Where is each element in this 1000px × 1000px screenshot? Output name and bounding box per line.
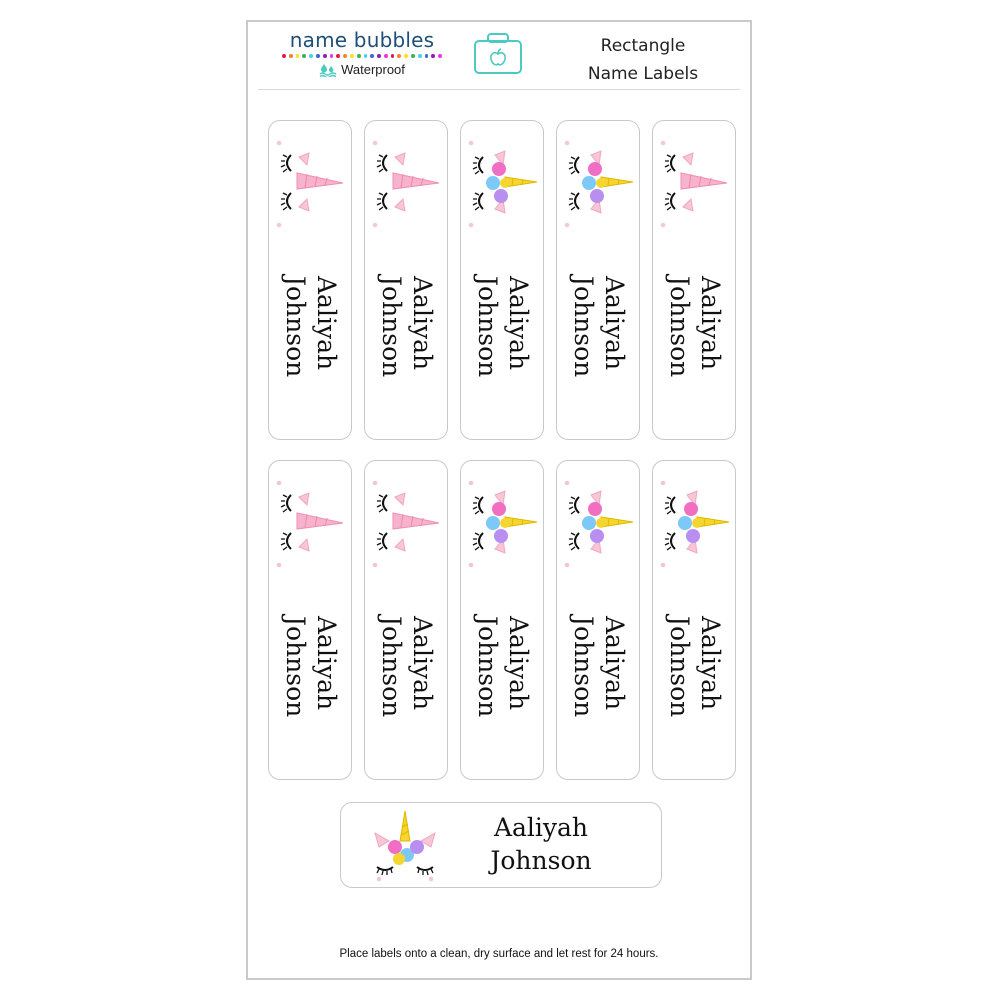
- label-last-name: Johnson: [281, 276, 310, 378]
- brand-dot: [330, 54, 334, 58]
- rainbow-unicorn-icon: [461, 461, 544, 576]
- vertical-name-label: [460, 460, 544, 780]
- brand-dot: [431, 54, 435, 58]
- label-last-name: Johnson: [473, 276, 502, 378]
- product-title-line1: Rectangle: [600, 36, 686, 56]
- label-last-name: Johnson: [569, 616, 598, 718]
- rainbow-unicorn-icon: [653, 461, 736, 576]
- label-first-name: Aaliyah: [312, 616, 341, 711]
- vertical-name-label: [652, 460, 736, 780]
- waterproof-badge: [282, 62, 442, 77]
- vertical-name-label: [364, 460, 448, 780]
- vertical-name-label: [652, 120, 736, 440]
- footer-note: Place labels onto a clean, dry surface and let rest for 24 hours.: [339, 948, 659, 960]
- brand-dot: [425, 54, 429, 58]
- label-last-name: Johnson: [665, 276, 694, 378]
- vertical-name-label: [556, 120, 640, 440]
- pink-unicorn-icon: [269, 121, 352, 236]
- label-last-name: Johnson: [569, 276, 598, 378]
- brand-dot: [411, 54, 415, 58]
- brand-dot: [282, 54, 286, 58]
- label-last-name: Johnson: [665, 616, 694, 718]
- water-drops-icon: [319, 63, 337, 77]
- brand-dot: [397, 54, 401, 58]
- brand-dot: [302, 54, 306, 58]
- vertical-name-label: [268, 460, 352, 780]
- label-first-name: Aaliyah: [600, 276, 629, 371]
- label-last-name: Johnson: [377, 276, 406, 378]
- label-first-name: Aaliyah: [312, 276, 341, 371]
- brand-dot-row: [282, 54, 442, 58]
- brand-dot: [343, 54, 347, 58]
- rainbow-unicorn-icon: [461, 121, 544, 236]
- brand-dot: [384, 54, 388, 58]
- rainbow-unicorn-icon: [369, 807, 449, 890]
- brand-dot: [350, 54, 354, 58]
- waterproof-label: Waterproof: [341, 62, 405, 77]
- brand-dot: [370, 54, 374, 58]
- product-title-line2: Name Labels: [587, 64, 699, 84]
- label-last-name: Johnson: [473, 616, 502, 718]
- pink-unicorn-icon: [653, 121, 736, 236]
- brand-dot: [357, 54, 361, 58]
- brand-name: name bubbles: [289, 28, 435, 52]
- wide-label-name: [471, 811, 611, 877]
- pink-unicorn-icon: [269, 461, 352, 576]
- vertical-name-label: [364, 120, 448, 440]
- brand-dot: [404, 54, 408, 58]
- label-sheet: [246, 20, 752, 980]
- label-first-name: Aaliyah: [696, 276, 725, 371]
- header-divider: [258, 89, 740, 90]
- brand-dot: [364, 54, 368, 58]
- wide-name-label: [340, 802, 662, 888]
- rainbow-unicorn-icon: [557, 121, 640, 236]
- label-first-name: Aaliyah: [600, 616, 629, 711]
- pink-unicorn-icon: [365, 461, 448, 576]
- vertical-name-label: [268, 120, 352, 440]
- brand-dot: [336, 54, 340, 58]
- label-first-name: Aaliyah: [696, 616, 725, 711]
- vertical-name-label: [460, 120, 544, 440]
- wide-label-first-name: Aaliyah: [493, 813, 589, 842]
- label-last-name: Johnson: [281, 616, 310, 718]
- brand-dot: [391, 54, 395, 58]
- brand-dot: [438, 54, 442, 58]
- rainbow-unicorn-icon: [557, 461, 640, 576]
- product-title: [548, 32, 738, 88]
- pink-unicorn-icon: [365, 121, 448, 236]
- brand-dot: [316, 54, 320, 58]
- label-last-name: Johnson: [377, 616, 406, 718]
- brand-dot: [309, 54, 313, 58]
- vertical-name-label: [556, 460, 640, 780]
- brand-dot: [323, 54, 327, 58]
- label-first-name: Aaliyah: [408, 616, 437, 711]
- label-first-name: Aaliyah: [408, 276, 437, 371]
- lunchbox-apple-icon: [472, 32, 524, 81]
- label-first-name: Aaliyah: [504, 276, 533, 371]
- brand-dot: [418, 54, 422, 58]
- brand-dot: [289, 54, 293, 58]
- brand-dot: [377, 54, 381, 58]
- brand-logo: [282, 28, 442, 77]
- brand-dot: [296, 54, 300, 58]
- label-first-name: Aaliyah: [504, 616, 533, 711]
- wide-label-last-name: Johnson: [490, 846, 592, 875]
